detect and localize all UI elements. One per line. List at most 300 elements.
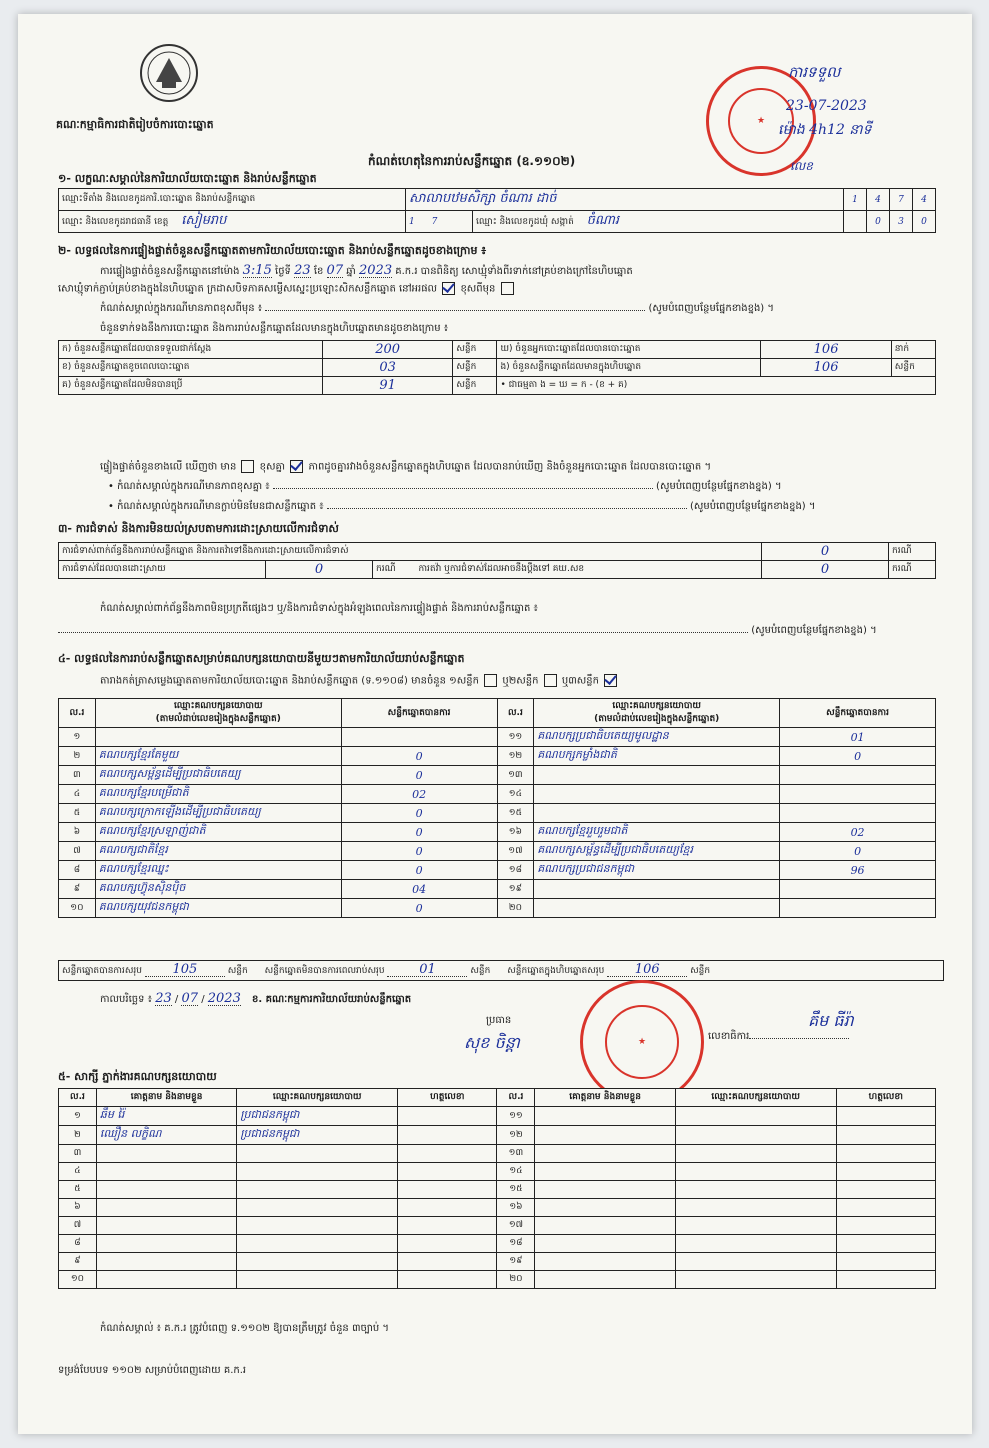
party-name: គណបក្សសម្ព័ន្ធដើម្បីប្រជាធិបតេយ្យ <box>95 766 341 785</box>
objection-table <box>58 542 936 579</box>
row-number: ១៩ <box>497 880 534 899</box>
witness-name <box>535 1217 675 1235</box>
receipt-note-4: លេខ <box>790 159 813 173</box>
sum-invalid-label: សន្លឹកឆ្នោតមិនបានការពេលរាប់សរុប <box>264 966 385 976</box>
row-number: ១៣ <box>497 766 534 785</box>
row-number: ១៧ <box>497 1217 535 1235</box>
sum-invalid: 01 <box>387 963 467 977</box>
form-note: ទម្រង់បែបបទ ១១០២ សម្រាប់បំពេញដោយ គ.ក.រ <box>58 1365 247 1376</box>
col-party-title: ឈ្មោះគណបក្សនយោបាយ <box>173 701 263 711</box>
table-row <box>59 861 936 880</box>
witness-name <box>96 1181 236 1199</box>
witness-party: ប្រជាជនកម្ពុជា <box>237 1126 398 1145</box>
section1-title: ១- លក្ខណៈសម្គាល់នៃការិយាល័យបោះឆ្នោត និងរាប់សន្លឹកឆ្នោត <box>58 172 317 185</box>
commune-value: ចំណារ <box>586 213 620 228</box>
table-row <box>59 1181 936 1199</box>
witness-name <box>535 1199 675 1217</box>
witness-party <box>237 1253 398 1271</box>
chair-name: សុខ ចិន្តា <box>464 1033 520 1052</box>
check-line-text: ផ្ទៀងផ្ទាត់ចំនួនខាងលើ ឃើញថា មាន <box>100 461 237 473</box>
witness-signature <box>836 1253 935 1271</box>
row-number: ១ <box>59 728 96 747</box>
witness-name: ឈឿន លក្ខិណ <box>96 1126 236 1145</box>
witness-signature <box>836 1126 935 1145</box>
row-number: ៤ <box>59 785 96 804</box>
party-votes: 0 <box>341 861 497 880</box>
objection-unit: ករណី <box>376 564 396 574</box>
party-name <box>534 880 780 899</box>
province-code <box>406 211 473 233</box>
col-no: ល.រ <box>59 699 96 728</box>
witness-signature <box>836 1145 935 1163</box>
party-votes: 96 <box>780 861 936 880</box>
sheet3-checkbox[interactable] <box>604 674 617 687</box>
party-name: គណបក្សប្រជាធិបតេយ្យមូលដ្ឋាន <box>534 728 780 747</box>
table-row <box>59 1126 936 1145</box>
party-votes: 0 <box>341 899 497 918</box>
objection-row1-value: 0 <box>762 543 889 561</box>
witness-party <box>237 1163 398 1181</box>
receipt-note-1: ការទទួល <box>788 63 841 81</box>
check-same-label: ភាពដូចគ្នារវាងចំនួនសន្លឹកឆ្នោតក្នុងហិបឆ្នោត ដែលបានរាប់ឃើញ និងចំនួនអ្នកបោះឆ្នោត ដែលបានបោះឆ្នោត ។ <box>308 461 712 473</box>
code-digit: 3 <box>890 211 913 233</box>
party-votes: 0 <box>341 842 497 861</box>
row-number: ១៤ <box>497 785 534 804</box>
section2-intro: ចំនួនទាក់ទងនឹងការបោះឆ្នោត និងការរាប់សន្លឹកឆ្នោតដែលមានក្នុងហិបឆ្នោតមានដូចខាងក្រោម ៖ <box>100 323 449 334</box>
section2-note2 <box>108 500 815 513</box>
note1-text: • កំណត់សម្គាល់ក្នុងករណីមានភាពខុសគ្នា ៖ <box>108 481 270 492</box>
secretary-name: គឹម ធីរ៉ា <box>808 1011 854 1030</box>
witness-signature <box>398 1145 497 1163</box>
chair-label: ប្រធាន <box>486 1015 512 1026</box>
witness-signature <box>836 1235 935 1253</box>
official-stamp-top: ★ <box>706 66 816 176</box>
witness-name <box>535 1253 675 1271</box>
witness-signature <box>836 1181 935 1199</box>
ballot-label: គ) ចំនួនសន្លឹកឆ្នោតដែលមិនបានប្រើ <box>59 377 323 395</box>
witness-party <box>675 1126 836 1145</box>
party-name: គណបក្សសម្ព័ន្ធដើម្បីប្រជាធិបតេយ្យខ្មែរ <box>534 842 780 861</box>
para2-text: សោឃ្មុំទាក់ភ្ជាប់គ្រប់ខាងក្នុងនៃហិបឆ្នោត ក្រដាសបិទភាគសម្លើសស្នេះប្រឡោះសិកសន្លឹកឆ្នោត នៅអរផល <box>58 283 438 295</box>
row-number: ៩ <box>59 880 96 899</box>
row-number: ៧ <box>59 1217 97 1235</box>
col-no: ល.រ <box>497 699 534 728</box>
col-name: គោត្តនាម និងនាមខ្លួន <box>535 1089 675 1107</box>
col-party-sub: (តាមលំដាប់លេខរៀងក្នុងសន្លឹកឆ្នោត) <box>594 714 720 724</box>
objection-row2-label: ការជំទាស់ដែលបានដោះស្រាយ <box>59 561 266 579</box>
witness-name <box>96 1271 236 1289</box>
witness-name <box>535 1271 675 1289</box>
ballot-count-table <box>58 340 936 395</box>
table-row <box>59 785 936 804</box>
party-name: គណបក្សខ្មែរតែមួយ <box>95 747 341 766</box>
table-row <box>59 1235 936 1253</box>
nec-logo <box>138 42 200 104</box>
party-name: គណបក្សហ៊្វុនស៊ិនប៉ិច <box>95 880 341 899</box>
party-votes: 0 <box>341 766 497 785</box>
col-name: គោត្តនាម និងនាមខ្លួន <box>96 1089 236 1107</box>
row-number: ១៥ <box>497 804 534 823</box>
col-party <box>95 699 341 728</box>
ballot-value: 03 <box>322 359 452 377</box>
party-votes <box>780 766 936 785</box>
section2-para1 <box>100 264 633 278</box>
witness-party <box>237 1199 398 1217</box>
row-number: ១៣ <box>497 1145 535 1163</box>
ballot-unit: សន្លឹក <box>453 377 497 395</box>
code-digit: 4 <box>867 189 890 211</box>
province-value: សៀមរាប <box>181 213 227 228</box>
section3-note-hint <box>58 624 936 637</box>
code-digit: 1 <box>844 189 867 211</box>
party-name <box>534 804 780 823</box>
count-time: 3:15 <box>242 263 272 278</box>
fill-hint: (សូមបំពេញបន្ថែមផ្នែកខាងខ្នង) ។ <box>690 501 816 512</box>
opt3-label: ឬ៣សន្លឹក <box>561 675 599 687</box>
witness-party <box>675 1181 836 1199</box>
secretary-label-text: លេខាធិការ <box>708 1031 750 1042</box>
ballot-rvalue: 106 <box>761 341 891 359</box>
table-row <box>59 823 936 842</box>
section3-note: កំណត់សម្គាល់ពាក់ព័ន្ធនឹងភាពមិនប្រក្រតីផ្សេងៗ ឬ/និងការជំទាស់ក្នុងអំឡុងពេលនៃការផ្ទៀងផ្ទាត់ និងការរាប់សន្លឹកឆ្នោត ៖ <box>100 603 538 614</box>
witness-name <box>535 1145 675 1163</box>
sum-valid-label: សន្លឹកឆ្នោតបានការសរុប <box>62 966 142 976</box>
committee-signature-label: ខ. គណៈកម្មការការិយាល័យរាប់សន្លឹកឆ្នោត <box>252 994 412 1005</box>
table-row <box>59 1271 936 1289</box>
ballot-runit: សន្លឹក <box>891 359 935 377</box>
row-number: ៥ <box>59 804 96 823</box>
row-number: ១៥ <box>497 1181 535 1199</box>
check-diff-checkbox[interactable] <box>241 460 254 473</box>
section4-intro <box>100 674 619 688</box>
code-digit: 7 <box>890 189 913 211</box>
table-row <box>59 728 936 747</box>
check-diff-label: ខុសគ្នា <box>259 461 286 473</box>
section2-note1 <box>108 480 782 493</box>
code-digit: 0 <box>913 211 936 233</box>
ballot-label: ខ) ចំនួនសន្លឹកឆ្នោតខូចពេលបោះឆ្នោត <box>59 359 323 377</box>
check-line <box>100 460 711 474</box>
year-label: ឆ្នាំ <box>346 266 356 277</box>
party-name: គណបក្សខ្មែររួបរួមជាតិ <box>534 823 780 842</box>
sum-valid: 105 <box>145 963 225 977</box>
ballot-label: ក) ចំនួនសន្លឹកឆ្នោតដែលបានទទួលជាក់ស្តែង <box>59 341 323 359</box>
party-votes <box>341 728 497 747</box>
code-digit: 1 <box>409 216 415 227</box>
table-row <box>59 899 936 918</box>
row-number: ១៤ <box>497 1163 535 1181</box>
code-digit: 0 <box>867 211 890 233</box>
receipt-note-3: ម៉ោង 4h12 នាទី <box>778 122 872 138</box>
row-number: ១៨ <box>497 1235 535 1253</box>
chair-signature <box>464 1032 520 1056</box>
diff-checkbox[interactable] <box>501 282 514 295</box>
party-name: គណបក្សយុវជនកម្ពុជា <box>95 899 341 918</box>
objection-unit: ករណី <box>889 543 936 561</box>
col-votes: សន្លឹកឆ្នោតបានការ <box>780 699 936 728</box>
count-year: 2023 <box>359 263 393 278</box>
date-month: 07 <box>181 991 199 1006</box>
party-name <box>534 899 780 918</box>
witness-name <box>96 1217 236 1235</box>
witness-name <box>96 1163 236 1181</box>
row-number: ២០ <box>497 1271 535 1289</box>
party-name <box>95 728 341 747</box>
witness-name <box>96 1253 236 1271</box>
party-votes <box>780 785 936 804</box>
form-title: កំណត់ហេតុនៃការរាប់សន្លឹកឆ្នោត (ឧ.១១០២) <box>368 154 576 168</box>
para1-prefix: ការផ្ទៀងផ្ទាត់ចំនួនសន្លឹកឆ្នោតនៅម៉ោង <box>100 266 240 277</box>
col-no: ល.រ <box>497 1089 535 1107</box>
row-number: ១៨ <box>497 861 534 880</box>
witness-signature <box>398 1163 497 1181</box>
witness-signature <box>398 1271 497 1289</box>
ballot-row <box>59 359 936 377</box>
witness-name <box>535 1107 675 1126</box>
table-row <box>59 1107 936 1126</box>
row-number: ៣ <box>59 1145 97 1163</box>
note2-text: • កំណត់សម្គាល់ក្នុងករណីមានក្លាប់មិនមែនជាសន្លឹកឆ្នោត ៖ <box>108 501 324 512</box>
table-row <box>59 1163 936 1181</box>
section1-row1-value: សាលាបឋមសិក្សា ចំណារ ដាច់ <box>406 189 844 211</box>
party-votes: 0 <box>341 823 497 842</box>
table-row <box>59 1253 936 1271</box>
row-number: ៥ <box>59 1181 97 1199</box>
col-no: ល.រ <box>59 1089 97 1107</box>
witness-signature <box>398 1235 497 1253</box>
table-row <box>59 1217 936 1235</box>
section1-row2-label <box>59 211 406 233</box>
table-row <box>59 880 936 899</box>
vote-summary <box>58 960 944 981</box>
table-row <box>59 804 936 823</box>
section5-title: ៥- សាក្សី ភ្នាក់ងារគណបក្សនយោបាយ <box>58 1070 217 1083</box>
opt2-label: ឬ២សន្លឹក <box>502 675 539 687</box>
table-row <box>59 1199 936 1217</box>
section3-title: ៣- ការជំទាស់ និងការមិនយល់ស្របតាមការដោះស្រាយលើការជំទាស់ <box>58 522 339 535</box>
sheet1-checkbox[interactable] <box>484 674 497 687</box>
witness-signature <box>398 1199 497 1217</box>
unit: សន្លឹក <box>470 966 491 976</box>
row-number: ១២ <box>497 747 534 766</box>
row-number: ២ <box>59 747 96 766</box>
section1-row1-label: ឈ្មោះទីតាំង និងលេខកូដការិ.បោះឆ្នោត និងរាប់សន្លឹកឆ្នោត <box>59 189 406 211</box>
row-number: ៤ <box>59 1163 97 1181</box>
same-checkbox[interactable] <box>442 282 455 295</box>
party-name: គណបក្សខ្មែរបម្រើជាតិ <box>95 785 341 804</box>
day-label: ថ្ងៃទី <box>275 266 291 277</box>
row-number: ១២ <box>497 1126 535 1145</box>
document-page <box>18 14 972 1434</box>
table-row <box>59 842 936 861</box>
col-party: ឈ្មោះគណបក្សនយោបាយ <box>237 1089 398 1107</box>
witness-name <box>96 1199 236 1217</box>
row-number: ២០ <box>497 899 534 918</box>
witness-party <box>675 1235 836 1253</box>
witness-signature <box>398 1217 497 1235</box>
row-number: ៨ <box>59 861 96 880</box>
witness-party <box>237 1271 398 1289</box>
table-row <box>59 1145 936 1163</box>
row-number: ១០ <box>59 1271 97 1289</box>
section4-title: ៤- លទ្ធផលនៃការរាប់សន្លឹកឆ្នោតសម្រាប់គណបក្សនយោបាយនីមួយៗតាមការិយាល័យរាប់សន្លឹកឆ្នោត <box>58 652 465 665</box>
party-votes <box>780 804 936 823</box>
col-party-sub: (តាមលំដាប់លេខរៀងក្នុងសន្លឹកឆ្នោត) <box>155 714 281 724</box>
witness-party <box>675 1271 836 1289</box>
sum-box: 106 <box>607 963 687 977</box>
witness-party <box>237 1145 398 1163</box>
witness-party <box>675 1107 836 1126</box>
witness-signature <box>836 1217 935 1235</box>
section2-note <box>100 302 940 315</box>
party-name <box>534 785 780 804</box>
row-number: ១១ <box>497 1107 535 1126</box>
witness-signature <box>398 1107 497 1126</box>
row-number: ៦ <box>59 823 96 842</box>
row-number: ៨ <box>59 1235 97 1253</box>
witness-party: ប្រជាជនកម្ពុជា <box>237 1107 398 1126</box>
sheet2-checkbox[interactable] <box>544 674 557 687</box>
count-month: 07 <box>326 263 344 278</box>
date-prefix: កាលបរិច្ឆេទ ៖ <box>100 994 153 1005</box>
ballot-unit: សន្លឹក <box>453 341 497 359</box>
witness-name <box>535 1126 675 1145</box>
witness-signature <box>836 1107 935 1126</box>
row-number: ១១ <box>497 728 534 747</box>
ballot-unit: សន្លឹក <box>453 359 497 377</box>
commune-label: ឈ្មោះ និងលេខកូដឃុំ សង្កាត់ <box>476 217 574 227</box>
row-number: ២ <box>59 1126 97 1145</box>
code-digit: 4 <box>913 189 936 211</box>
witness-party <box>675 1253 836 1271</box>
note-label: កំណត់សម្គាល់ក្នុងករណីមានភាពខុសពីមុន ៖ <box>100 303 263 314</box>
witness-signature <box>398 1253 497 1271</box>
signing-date: កាលបរិច្ឆេទ ៖ 23 / 07 / 2023 ខ. គណៈកម្មការការិយាល័យរាប់សន្លឹកឆ្នោត <box>100 991 412 1006</box>
votes-table <box>58 698 936 918</box>
col-sign: ហត្ថលេខា <box>836 1089 935 1107</box>
section1-table <box>58 188 936 233</box>
party-name: គណបក្សក្រោកឡើងដើម្បីប្រជាធិបតេយ្យ <box>95 804 341 823</box>
party-votes: 04 <box>341 880 497 899</box>
province-label: ឈ្មោះ និងលេខកូដរាជធានី ខេត្ត <box>62 217 169 227</box>
party-votes <box>780 880 936 899</box>
unit: សន្លឹក <box>227 966 248 976</box>
footnote: កំណត់សម្គាល់ ៖ គ.ក.រ ត្រូវបំពេញ ទ.១១០២ ឱ្យបានត្រឹមត្រូវ ចំនួន ៣ច្បាប់ ។ <box>100 1323 389 1334</box>
row-number: ៧ <box>59 842 96 861</box>
party-name <box>534 766 780 785</box>
witness-name <box>96 1145 236 1163</box>
col-sign: ហត្ថលេខា <box>398 1089 497 1107</box>
col-party <box>534 699 780 728</box>
col-votes: សន្លឹកឆ្នោតបានការ <box>341 699 497 728</box>
witness-party <box>237 1217 398 1235</box>
date-year: 2023 <box>207 991 241 1006</box>
col-party: ឈ្មោះគណបក្សនយោបាយ <box>675 1089 836 1107</box>
table-row <box>59 747 936 766</box>
intro-text: តារាងកត់ត្រាសម្លេងឆ្នោតតាមការិយាល័យបោះឆ្នោត និងរាប់សន្លឹកឆ្នោត (ទ.១១០៨) មានចំនួន ១សន្លឹក <box>100 675 479 687</box>
witness-party <box>237 1235 398 1253</box>
sum-box-label: សន្លឹកឆ្នោតក្នុងហិបឆ្នោតសរុប <box>507 966 605 976</box>
witness-signature <box>398 1126 497 1145</box>
ballot-row <box>59 377 936 395</box>
para1-suffix: គ.ក.រ បានពិនិត្យ សោឃ្មុំទាំងពីរទាក់នៅគ្រប់ខាងក្រៅនៃហិបឆ្នោត <box>395 266 633 277</box>
witness-signature <box>398 1181 497 1199</box>
ballot-formula: • ជាធម្មតា ង = ឃ = ក - (ខ + គ) <box>497 377 936 395</box>
secretary-signature <box>808 1010 854 1034</box>
col-party-title: ឈ្មោះគណបក្សនយោបាយ <box>612 701 701 711</box>
ballot-rlabel: ឃ) ចំនួនអ្នកបោះឆ្នោតដែលបានបោះឆ្នោត <box>497 341 761 359</box>
witness-name <box>535 1181 675 1199</box>
row-number: ១៦ <box>497 823 534 842</box>
objection-row2-rvalue: 0 <box>762 561 889 579</box>
month-label: ខែ <box>313 266 324 277</box>
ballot-rvalue: 106 <box>761 359 891 377</box>
ballot-value: 200 <box>322 341 452 359</box>
party-votes: 02 <box>341 785 497 804</box>
official-stamp-middle: ★ <box>580 980 704 1104</box>
objection-row2-rlabel: ការតវ៉ា ឬការជំទាស់ដែលអាចនឹងប្តឹងទៅ គឃ.សខ <box>418 564 585 574</box>
table-row <box>59 766 936 785</box>
witness-party <box>675 1199 836 1217</box>
witness-signature <box>836 1199 935 1217</box>
party-name: គណបក្សប្រជាជនកម្ពុជា <box>534 861 780 880</box>
committee-name: គណៈកម្មាធិការជាតិរៀបចំការបោះឆ្នោត <box>56 118 214 131</box>
fill-hint: (សូមបំពេញបន្ថែមផ្នែកខាងខ្នង) ។ <box>751 625 877 636</box>
row-number: ៩ <box>59 1253 97 1271</box>
party-votes: 02 <box>780 823 936 842</box>
party-votes <box>780 899 936 918</box>
commune-cell <box>473 211 844 233</box>
party-name: គណបក្សកម្លាំងជាតិ <box>534 747 780 766</box>
row-number: ១ <box>59 1107 97 1126</box>
party-votes: 0 <box>341 747 497 766</box>
row-number: ៣ <box>59 766 96 785</box>
ballot-value: 91 <box>322 377 452 395</box>
unit: សន្លឹក <box>690 966 711 976</box>
objection-unit: ករណី <box>889 561 936 579</box>
fill-hint: (សូមបំពេញបន្ថែមផ្នែកខាងខ្នង) ។ <box>656 481 782 492</box>
count-day: 23 <box>294 263 311 278</box>
receipt-note-2: 23-07-2023 <box>786 98 867 114</box>
objection-row2-value: 0 <box>266 561 373 579</box>
witness-name <box>535 1163 675 1181</box>
witness-party <box>675 1217 836 1235</box>
ballot-runit: នាក់ <box>891 341 935 359</box>
diff-label: ខុសពីមុន <box>460 283 496 295</box>
ballot-row <box>59 341 936 359</box>
check-same-checkbox[interactable] <box>290 460 303 473</box>
party-name: គណបក្សជាតិខ្មែរ <box>95 842 341 861</box>
ballot-rlabel: ង) ចំនួនសន្លឹកឆ្នោតដែលមានក្នុងហិបឆ្នោត <box>497 359 761 377</box>
row-number: ១៧ <box>497 842 534 861</box>
witness-party <box>675 1145 836 1163</box>
party-votes: 0 <box>341 804 497 823</box>
witness-signature <box>836 1163 935 1181</box>
code-digit: 7 <box>431 216 438 227</box>
objection-row2-right <box>373 561 762 579</box>
date-day: 23 <box>155 991 172 1006</box>
witness-party <box>237 1181 398 1199</box>
party-votes: 01 <box>780 728 936 747</box>
party-name: គណបក្សខ្មែរឈ្នះ <box>95 861 341 880</box>
section2-para2 <box>58 282 516 296</box>
row-number: ១០ <box>59 899 96 918</box>
party-name: គណបក្សខ្មែរស្រឡាញ់ជាតិ <box>95 823 341 842</box>
party-votes: 0 <box>780 842 936 861</box>
witness-name: ឆឹម រ៉ៃ <box>96 1107 236 1126</box>
witness-party <box>675 1163 836 1181</box>
party-votes: 0 <box>780 747 936 766</box>
